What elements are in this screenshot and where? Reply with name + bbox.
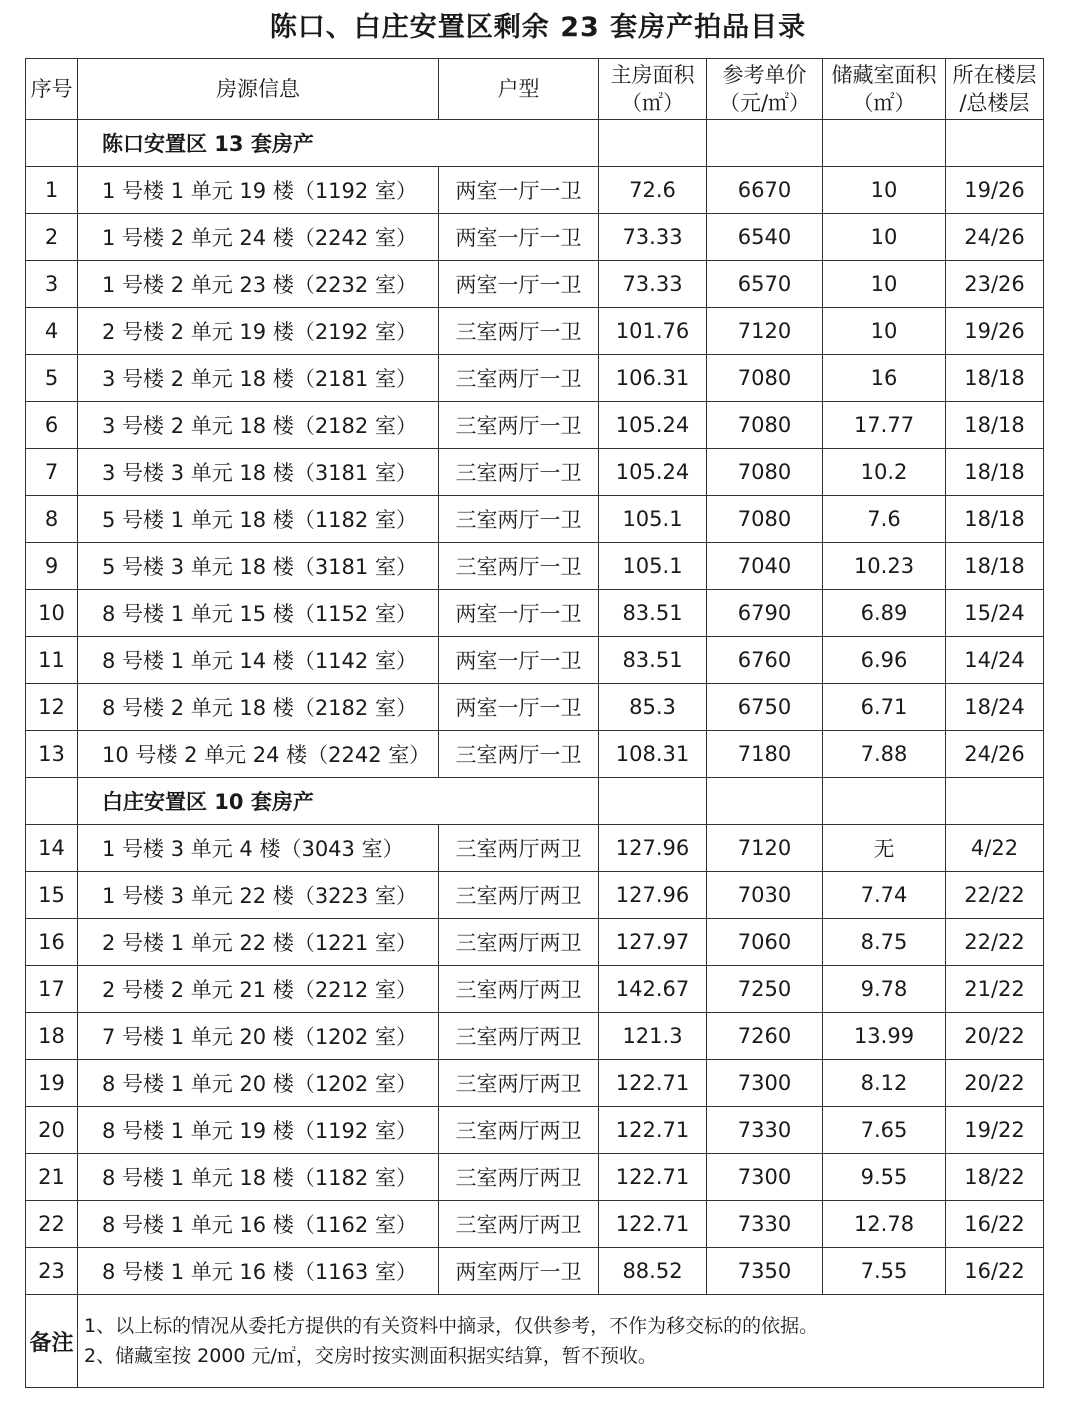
cell-index: 4 bbox=[26, 308, 78, 355]
cell-floor: 18/18 bbox=[946, 496, 1044, 543]
cell-unit-price: 7300 bbox=[707, 1154, 823, 1201]
header-floor: 所在楼层 /总楼层 bbox=[946, 59, 1044, 120]
cell-storage-area: 8.75 bbox=[823, 919, 946, 966]
table-row bbox=[26, 966, 1044, 1013]
cell-index: 11 bbox=[26, 637, 78, 684]
section-blank-cell bbox=[707, 778, 823, 825]
cell-index: 5 bbox=[26, 355, 78, 402]
cell-property: 1 号楼 1 单元 19 楼（1192 室） bbox=[78, 167, 439, 214]
cell-layout: 三室两厅两卫 bbox=[439, 966, 599, 1013]
cell-index: 16 bbox=[26, 919, 78, 966]
cell-index: 6 bbox=[26, 402, 78, 449]
cell-main-area: 105.1 bbox=[599, 543, 707, 590]
cell-unit-price: 6750 bbox=[707, 684, 823, 731]
cell-unit-price: 7120 bbox=[707, 308, 823, 355]
notes-row bbox=[26, 1295, 1044, 1388]
cell-main-area: 121.3 bbox=[599, 1013, 707, 1060]
cell-main-area: 105.24 bbox=[599, 449, 707, 496]
cell-floor: 19/26 bbox=[946, 167, 1044, 214]
cell-unit-price: 7040 bbox=[707, 543, 823, 590]
table-row bbox=[26, 731, 1044, 778]
cell-property: 5 号楼 3 单元 18 楼（3181 室） bbox=[78, 543, 439, 590]
cell-main-area: 85.3 bbox=[599, 684, 707, 731]
cell-main-area: 83.51 bbox=[599, 590, 707, 637]
cell-unit-price: 6670 bbox=[707, 167, 823, 214]
cell-floor: 19/26 bbox=[946, 308, 1044, 355]
cell-property: 8 号楼 2 单元 18 楼（2182 室） bbox=[78, 684, 439, 731]
cell-floor: 16/22 bbox=[946, 1248, 1044, 1295]
table-row bbox=[26, 308, 1044, 355]
cell-floor: 20/22 bbox=[946, 1013, 1044, 1060]
cell-floor: 14/24 bbox=[946, 637, 1044, 684]
cell-main-area: 127.97 bbox=[599, 919, 707, 966]
cell-floor: 22/22 bbox=[946, 919, 1044, 966]
cell-main-area: 127.96 bbox=[599, 825, 707, 872]
document-title: 陈口、白庄安置区剩余 23 套房产拍品目录 bbox=[269, 12, 807, 43]
cell-layout: 三室两厅一卫 bbox=[439, 402, 599, 449]
section-label: 陈口安置区 13 套房产 bbox=[78, 120, 599, 167]
cell-floor: 18/18 bbox=[946, 449, 1044, 496]
cell-index: 8 bbox=[26, 496, 78, 543]
cell-index: 17 bbox=[26, 966, 78, 1013]
cell-storage-area: 10 bbox=[823, 308, 946, 355]
cell-floor: 18/18 bbox=[946, 355, 1044, 402]
cell-floor: 18/22 bbox=[946, 1154, 1044, 1201]
cell-layout: 三室两厅两卫 bbox=[439, 1013, 599, 1060]
cell-index: 2 bbox=[26, 214, 78, 261]
cell-property: 1 号楼 3 单元 4 楼（3043 室） bbox=[78, 825, 439, 872]
cell-floor: 19/22 bbox=[946, 1107, 1044, 1154]
cell-layout: 三室两厅一卫 bbox=[439, 496, 599, 543]
section-row bbox=[26, 778, 1044, 825]
cell-layout: 两室一厅一卫 bbox=[439, 214, 599, 261]
cell-index: 7 bbox=[26, 449, 78, 496]
cell-main-area: 105.1 bbox=[599, 496, 707, 543]
cell-storage-area: 10 bbox=[823, 167, 946, 214]
cell-property: 3 号楼 3 单元 18 楼（3181 室） bbox=[78, 449, 439, 496]
section-blank-cell bbox=[599, 778, 707, 825]
table-row bbox=[26, 637, 1044, 684]
cell-layout: 三室两厅两卫 bbox=[439, 919, 599, 966]
cell-floor: 20/22 bbox=[946, 1060, 1044, 1107]
cell-layout: 三室两厅两卫 bbox=[439, 1060, 599, 1107]
cell-unit-price: 7330 bbox=[707, 1107, 823, 1154]
cell-floor: 4/22 bbox=[946, 825, 1044, 872]
cell-unit-price: 7350 bbox=[707, 1248, 823, 1295]
cell-property: 2 号楼 1 单元 22 楼（1221 室） bbox=[78, 919, 439, 966]
cell-main-area: 73.33 bbox=[599, 261, 707, 308]
cell-storage-area: 9.78 bbox=[823, 966, 946, 1013]
header-index: 序号 bbox=[26, 59, 78, 120]
cell-unit-price: 6570 bbox=[707, 261, 823, 308]
table-row bbox=[26, 402, 1044, 449]
cell-main-area: 73.33 bbox=[599, 214, 707, 261]
cell-property: 3 号楼 2 单元 18 楼（2181 室） bbox=[78, 355, 439, 402]
cell-floor: 23/26 bbox=[946, 261, 1044, 308]
cell-main-area: 106.31 bbox=[599, 355, 707, 402]
cell-storage-area: 10 bbox=[823, 261, 946, 308]
cell-layout: 两室一厅一卫 bbox=[439, 637, 599, 684]
cell-floor: 22/22 bbox=[946, 872, 1044, 919]
cell-unit-price: 7080 bbox=[707, 496, 823, 543]
cell-layout: 三室两厅一卫 bbox=[439, 308, 599, 355]
table-row bbox=[26, 919, 1044, 966]
cell-unit-price: 6540 bbox=[707, 214, 823, 261]
cell-index: 14 bbox=[26, 825, 78, 872]
cell-layout: 三室两厅两卫 bbox=[439, 872, 599, 919]
cell-index: 22 bbox=[26, 1201, 78, 1248]
cell-index: 3 bbox=[26, 261, 78, 308]
cell-property: 7 号楼 1 单元 20 楼（1202 室） bbox=[78, 1013, 439, 1060]
note-line-2: 2、储藏室按 2000 元/㎡，交房时按实测面积据实结算，暂不预收。 bbox=[84, 1345, 657, 1367]
cell-main-area: 142.67 bbox=[599, 966, 707, 1013]
table-row bbox=[26, 590, 1044, 637]
cell-unit-price: 7030 bbox=[707, 872, 823, 919]
section-blank-cell bbox=[26, 778, 78, 825]
cell-layout: 两室一厅一卫 bbox=[439, 261, 599, 308]
cell-main-area: 122.71 bbox=[599, 1154, 707, 1201]
cell-property: 8 号楼 1 单元 20 楼（1202 室） bbox=[78, 1060, 439, 1107]
cell-unit-price: 7260 bbox=[707, 1013, 823, 1060]
cell-index: 10 bbox=[26, 590, 78, 637]
cell-storage-area: 7.55 bbox=[823, 1248, 946, 1295]
cell-unit-price: 7120 bbox=[707, 825, 823, 872]
cell-storage-area: 6.71 bbox=[823, 684, 946, 731]
cell-property: 8 号楼 1 单元 19 楼（1192 室） bbox=[78, 1107, 439, 1154]
cell-main-area: 127.96 bbox=[599, 872, 707, 919]
cell-layout: 三室两厅一卫 bbox=[439, 543, 599, 590]
section-row bbox=[26, 120, 1044, 167]
section-blank-cell bbox=[823, 778, 946, 825]
table-row bbox=[26, 1013, 1044, 1060]
cell-storage-area: 6.89 bbox=[823, 590, 946, 637]
note-line-1: 1、以上标的情况从委托方提供的有关资料中摘录，仅供参考，不作为移交标的的依据。 bbox=[84, 1315, 819, 1337]
cell-unit-price: 7180 bbox=[707, 731, 823, 778]
cell-index: 13 bbox=[26, 731, 78, 778]
notes-body bbox=[78, 1295, 1044, 1388]
cell-unit-price: 7300 bbox=[707, 1060, 823, 1107]
cell-property: 8 号楼 1 单元 16 楼（1162 室） bbox=[78, 1201, 439, 1248]
cell-property: 1 号楼 3 单元 22 楼（3223 室） bbox=[78, 872, 439, 919]
cell-main-area: 122.71 bbox=[599, 1107, 707, 1154]
cell-storage-area: 17.77 bbox=[823, 402, 946, 449]
cell-unit-price: 6790 bbox=[707, 590, 823, 637]
cell-storage-area: 无 bbox=[823, 825, 946, 872]
cell-floor: 16/22 bbox=[946, 1201, 1044, 1248]
table-header-row bbox=[26, 59, 1044, 120]
cell-layout: 三室两厅一卫 bbox=[439, 731, 599, 778]
section-blank-cell bbox=[823, 120, 946, 167]
cell-storage-area: 10 bbox=[823, 214, 946, 261]
table-row bbox=[26, 825, 1044, 872]
cell-main-area: 122.71 bbox=[599, 1060, 707, 1107]
table-row bbox=[26, 214, 1044, 261]
cell-property: 5 号楼 1 单元 18 楼（1182 室） bbox=[78, 496, 439, 543]
cell-property: 1 号楼 2 单元 24 楼（2242 室） bbox=[78, 214, 439, 261]
cell-property: 2 号楼 2 单元 19 楼（2192 室） bbox=[78, 308, 439, 355]
table-row bbox=[26, 1107, 1044, 1154]
cell-layout: 三室两厅一卫 bbox=[439, 355, 599, 402]
cell-index: 23 bbox=[26, 1248, 78, 1295]
table-row bbox=[26, 684, 1044, 731]
table-row bbox=[26, 1201, 1044, 1248]
cell-storage-area: 13.99 bbox=[823, 1013, 946, 1060]
cell-floor: 24/26 bbox=[946, 214, 1044, 261]
cell-storage-area: 10.23 bbox=[823, 543, 946, 590]
cell-index: 19 bbox=[26, 1060, 78, 1107]
cell-layout: 两室两厅一卫 bbox=[439, 1248, 599, 1295]
property-catalog-table bbox=[25, 58, 1044, 1388]
table-body bbox=[26, 120, 1044, 1295]
cell-storage-area: 7.65 bbox=[823, 1107, 946, 1154]
section-label: 白庄安置区 10 套房产 bbox=[78, 778, 599, 825]
cell-floor: 15/24 bbox=[946, 590, 1044, 637]
section-blank-cell bbox=[946, 778, 1044, 825]
cell-storage-area: 7.6 bbox=[823, 496, 946, 543]
cell-floor: 21/22 bbox=[946, 966, 1044, 1013]
header-layout: 户型 bbox=[439, 59, 599, 120]
cell-main-area: 101.76 bbox=[599, 308, 707, 355]
cell-storage-area: 9.55 bbox=[823, 1154, 946, 1201]
table-row bbox=[26, 1248, 1044, 1295]
header-storage-area: 储藏室面积 （㎡） bbox=[823, 59, 946, 120]
cell-layout: 三室两厅两卫 bbox=[439, 1154, 599, 1201]
cell-floor: 18/24 bbox=[946, 684, 1044, 731]
table-row bbox=[26, 872, 1044, 919]
cell-storage-area: 8.12 bbox=[823, 1060, 946, 1107]
cell-main-area: 108.31 bbox=[599, 731, 707, 778]
cell-storage-area: 10.2 bbox=[823, 449, 946, 496]
cell-unit-price: 7330 bbox=[707, 1201, 823, 1248]
cell-layout: 两室一厅一卫 bbox=[439, 167, 599, 214]
notes-label: 备注 bbox=[26, 1295, 78, 1388]
cell-property: 3 号楼 2 单元 18 楼（2182 室） bbox=[78, 402, 439, 449]
cell-layout: 两室一厅一卫 bbox=[439, 684, 599, 731]
table-row bbox=[26, 1154, 1044, 1201]
cell-floor: 24/26 bbox=[946, 731, 1044, 778]
cell-unit-price: 7080 bbox=[707, 402, 823, 449]
cell-property: 8 号楼 1 单元 15 楼（1152 室） bbox=[78, 590, 439, 637]
cell-index: 15 bbox=[26, 872, 78, 919]
table-row bbox=[26, 1060, 1044, 1107]
cell-unit-price: 6760 bbox=[707, 637, 823, 684]
cell-unit-price: 7250 bbox=[707, 966, 823, 1013]
section-blank-cell bbox=[26, 120, 78, 167]
cell-index: 12 bbox=[26, 684, 78, 731]
cell-storage-area: 16 bbox=[823, 355, 946, 402]
cell-index: 20 bbox=[26, 1107, 78, 1154]
section-blank-cell bbox=[707, 120, 823, 167]
cell-layout: 三室两厅两卫 bbox=[439, 1201, 599, 1248]
cell-layout: 两室一厅一卫 bbox=[439, 590, 599, 637]
cell-floor: 18/18 bbox=[946, 402, 1044, 449]
cell-storage-area: 12.78 bbox=[823, 1201, 946, 1248]
cell-index: 21 bbox=[26, 1154, 78, 1201]
table-row bbox=[26, 449, 1044, 496]
cell-property: 8 号楼 1 单元 16 楼（1163 室） bbox=[78, 1248, 439, 1295]
table-row bbox=[26, 167, 1044, 214]
cell-unit-price: 7060 bbox=[707, 919, 823, 966]
section-blank-cell bbox=[946, 120, 1044, 167]
cell-layout: 三室两厅两卫 bbox=[439, 1107, 599, 1154]
cell-property: 10 号楼 2 单元 24 楼（2242 室） bbox=[78, 731, 439, 778]
cell-main-area: 122.71 bbox=[599, 1201, 707, 1248]
cell-storage-area: 7.74 bbox=[823, 872, 946, 919]
header-property: 房源信息 bbox=[78, 59, 439, 120]
cell-index: 1 bbox=[26, 167, 78, 214]
cell-storage-area: 6.96 bbox=[823, 637, 946, 684]
header-main-area: 主房面积 （㎡） bbox=[599, 59, 707, 120]
cell-main-area: 72.6 bbox=[599, 167, 707, 214]
cell-property: 1 号楼 2 单元 23 楼（2232 室） bbox=[78, 261, 439, 308]
cell-layout: 三室两厅一卫 bbox=[439, 449, 599, 496]
header-unit-price: 参考单价 （元/㎡） bbox=[707, 59, 823, 120]
cell-unit-price: 7080 bbox=[707, 449, 823, 496]
cell-floor: 18/18 bbox=[946, 543, 1044, 590]
cell-main-area: 88.52 bbox=[599, 1248, 707, 1295]
cell-layout: 三室两厅两卫 bbox=[439, 825, 599, 872]
table-row bbox=[26, 261, 1044, 308]
cell-property: 2 号楼 2 单元 21 楼（2212 室） bbox=[78, 966, 439, 1013]
table-row bbox=[26, 355, 1044, 402]
cell-index: 18 bbox=[26, 1013, 78, 1060]
cell-storage-area: 7.88 bbox=[823, 731, 946, 778]
cell-main-area: 105.24 bbox=[599, 402, 707, 449]
cell-property: 8 号楼 1 单元 18 楼（1182 室） bbox=[78, 1154, 439, 1201]
table-row bbox=[26, 543, 1044, 590]
cell-unit-price: 7080 bbox=[707, 355, 823, 402]
cell-property: 8 号楼 1 单元 14 楼（1142 室） bbox=[78, 637, 439, 684]
cell-index: 9 bbox=[26, 543, 78, 590]
section-blank-cell bbox=[599, 120, 707, 167]
table-row bbox=[26, 496, 1044, 543]
cell-main-area: 83.51 bbox=[599, 637, 707, 684]
